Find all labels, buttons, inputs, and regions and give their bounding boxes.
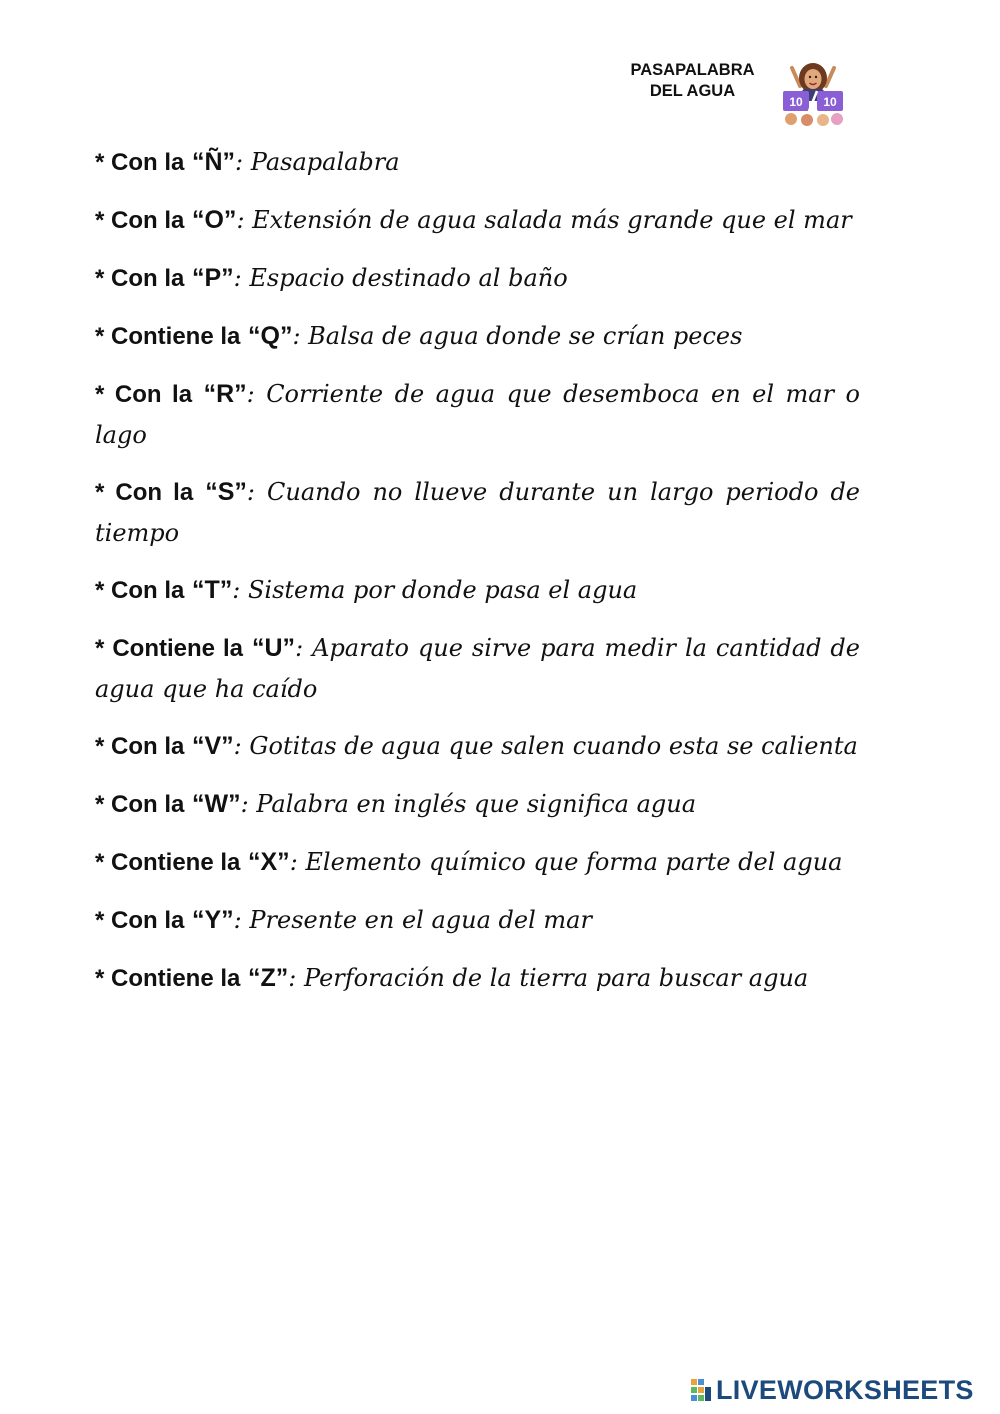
- clue-item-o: [95, 200, 860, 241]
- liveworksheets-brand[interactable]: [690, 1374, 974, 1406]
- clue-letter: “T”: [191, 576, 233, 604]
- clue-item-w: [95, 784, 860, 825]
- clue-definition: : Perforación de la tierra para buscar agua: [288, 964, 809, 992]
- clue-definition: : Sistema por donde pasa el agua: [232, 576, 638, 604]
- clue-item-x: [95, 842, 860, 883]
- clue-letter: “V”: [191, 732, 234, 760]
- clue-item-z: [95, 958, 860, 999]
- clue-definition: : Pasapalabra: [235, 148, 400, 176]
- clue-definition: : Presente en el agua del mar: [233, 906, 592, 934]
- clue-letter: “R”: [203, 380, 247, 408]
- clue-item-enye: [95, 142, 860, 183]
- clue-letter: “O”: [191, 206, 237, 234]
- badge-right-text: 10: [823, 95, 837, 109]
- clue-prefix: * Con la: [95, 733, 185, 760]
- clue-definition: : Cuando no llueve durante un largo periodo de tiempo: [95, 478, 861, 547]
- clue-item-y: [95, 900, 860, 941]
- clue-list: [95, 142, 860, 1016]
- avatar-icon: [778, 58, 848, 128]
- clue-letter: “Ñ”: [191, 148, 236, 176]
- clue-item-u: [95, 628, 860, 709]
- clue-prefix: * Con la: [95, 149, 185, 176]
- clue-letter: “Y”: [191, 906, 234, 934]
- clue-prefix: * Contiene la: [95, 965, 241, 992]
- clue-item-p: [95, 258, 860, 299]
- clue-definition: : Corriente de agua que desemboca en el mar o lago: [95, 380, 860, 449]
- clue-letter: “X”: [248, 848, 290, 876]
- clue-definition: : Extensión de agua salada más grande que el mar: [236, 206, 852, 234]
- badge-left-text: 10: [789, 95, 803, 109]
- clue-prefix: * Con la: [95, 479, 194, 506]
- clue-letter: “W”: [191, 790, 241, 818]
- clue-definition: : Aparato que sirve para medir la cantidad de agua que ha caído: [95, 634, 860, 703]
- title-line-2: DEL AGUA: [649, 82, 736, 100]
- clue-item-r: [95, 374, 860, 455]
- clue-letter: “Z”: [248, 964, 289, 992]
- clue-letter: “U”: [252, 634, 296, 662]
- brand-name: LIVEWORKSHEETS: [716, 1374, 974, 1405]
- clue-prefix: * Con la: [95, 265, 185, 292]
- clue-prefix: * Con la: [95, 381, 193, 408]
- clue-prefix: * Contiene la: [95, 635, 244, 662]
- clue-definition: : Elemento químico que forma parte del agua: [289, 848, 843, 876]
- clue-definition: : Gotitas de agua que salen cuando esta se calienta: [233, 732, 858, 760]
- clue-letter: “P”: [191, 264, 234, 292]
- title-line-1: PASAPALABRA: [630, 61, 755, 79]
- clue-prefix: * Contiene la: [95, 323, 241, 350]
- worksheet-title: [600, 60, 785, 102]
- clue-prefix: * Con la: [95, 791, 185, 818]
- clue-definition: : Espacio destinado al baño: [233, 264, 568, 292]
- clue-item-t: [95, 570, 860, 611]
- liveworksheets-logo-icon: [690, 1377, 712, 1403]
- clue-prefix: * Con la: [95, 207, 185, 234]
- clue-item-v: [95, 726, 860, 767]
- clue-definition: : Balsa de agua donde se crían peces: [292, 322, 743, 350]
- clue-item-q: [95, 316, 860, 357]
- clue-definition: : Palabra en inglés que significa agua: [240, 790, 697, 818]
- clue-prefix: * Contiene la: [95, 849, 241, 876]
- clue-prefix: * Con la: [95, 577, 185, 604]
- clue-item-s: [95, 472, 860, 553]
- clue-letter: “Q”: [248, 322, 293, 350]
- clue-prefix: * Con la: [95, 907, 185, 934]
- clue-letter: “S”: [205, 478, 247, 506]
